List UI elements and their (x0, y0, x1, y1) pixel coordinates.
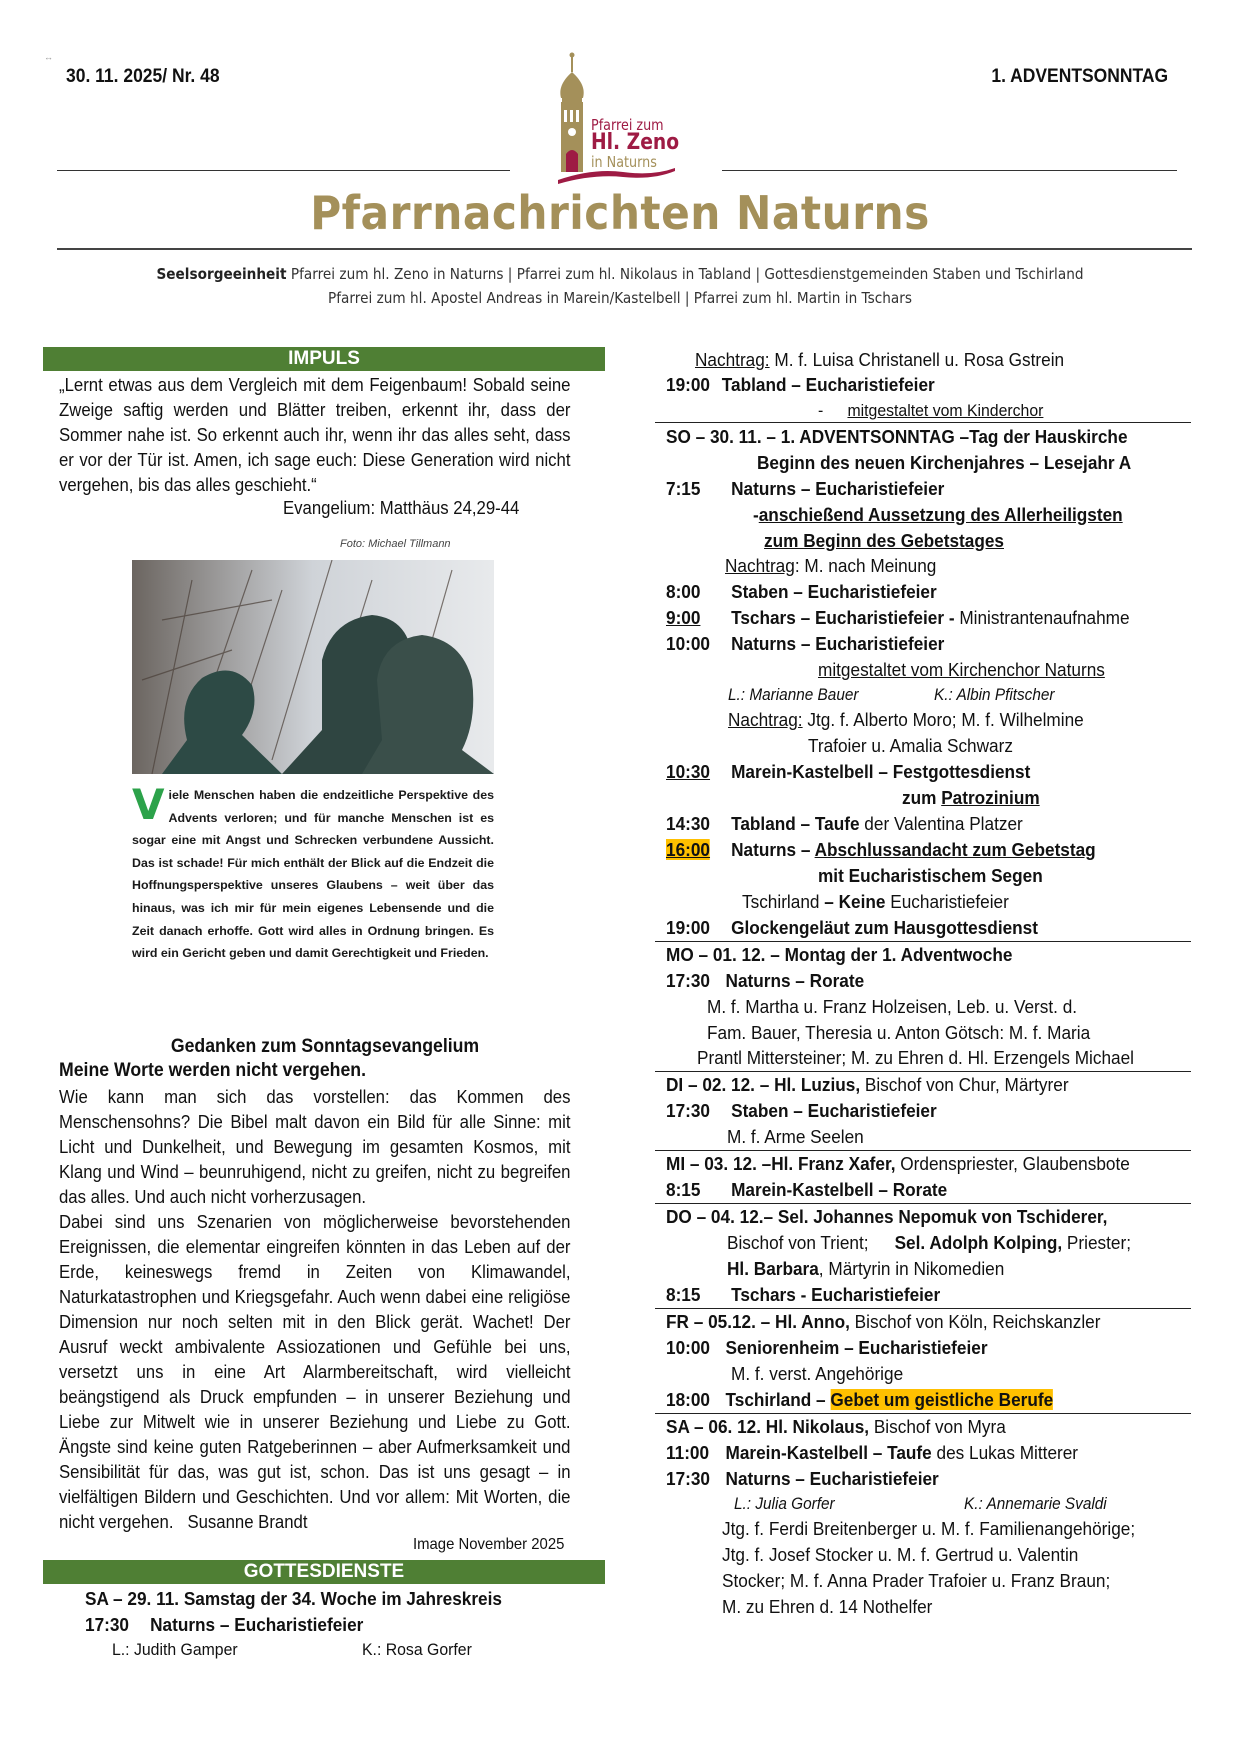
mo0112-note1: M. f. Martha u. Franz Holzeisen, Leb. u. Verst. d. (707, 996, 1078, 1017)
place: Tschirland (742, 891, 820, 912)
service-name: Tabland – Taufe (731, 813, 860, 834)
gedanken-heading: Gedanken zum Sonntagsevangelium (170, 1036, 480, 1057)
service-time: 19:00 (666, 917, 711, 938)
day-desc: Bischof von Chur, Märtyrer (860, 1074, 1069, 1095)
service-time: 17:30 (85, 1614, 130, 1635)
service-name: Marein-Kastelbell – Festgottesdienst (731, 761, 1031, 782)
sa0612-note3: Stocker; M. f. Anna Prader Trafoier u. Franz Braun; (722, 1570, 1111, 1591)
day-desc: Bischof von Köln, Reichskanzler (849, 1311, 1101, 1332)
service-time: 17:30 (666, 1468, 711, 1489)
service-time-wrap (666, 837, 731, 863)
nachtrag-label: Nachtrag: (728, 709, 803, 730)
gottesdienste-heading: GOTTESDIENSTE (43, 1560, 605, 1584)
service-name: Seniorenheim – Eucharistiefeier (725, 1337, 988, 1358)
so3011-800 (666, 579, 937, 605)
service-note: des Lukas Mitterer (931, 1442, 1079, 1463)
gedanken-author: Susanne Brandt (187, 1512, 308, 1532)
mo0112-service (666, 968, 864, 994)
dropcap: V (132, 780, 165, 829)
day-title: FR – 05.12. – Hl. Anno, (666, 1311, 850, 1332)
so3011-1030-patrozinium (902, 785, 1040, 811)
service-name: Staben – Eucharistiefeier (731, 581, 937, 602)
di0212-day (666, 1072, 1069, 1098)
mo0112-note3: Prantl Mittersteiner; M. zu Ehren d. Hl. Erzengels Michael (697, 1047, 1134, 1068)
service-time: 7:15 (666, 478, 701, 499)
do0412-day: DO – 04. 12.– Sel. Johannes Nepomuk von Tschiderer, (666, 1206, 1108, 1227)
service-time: 8:15 (666, 1284, 701, 1305)
service-name: Marein-Kastelbell – Rorate (731, 1179, 948, 1200)
sa0612-day (666, 1414, 1006, 1440)
parish-logo (553, 50, 683, 188)
subtitle-bold: Seelsorgeeinheit (156, 265, 287, 283)
article-text: iele Menschen haben die endzeitliche Perspektive des Advents verloren; und für manche Menschen ist es sogar eine mit Angst und Schrecken verbundene Aussicht. Das ist schade! Für mich enthält der Blick auf die Endzeit die Hoffnungsperspektive unseres Glaubens – weit über das hinaus, was ich mir für mein eigenes Lebensende und die Zeit danach erhoffe. Gott wird alles in Ordnung bringen. Es wird ein Gericht geben und damit Gerechtigkeit und Frieden. (132, 788, 494, 961)
nachtrag-text: Jtg. f. Alberto Moro; M. f. Wilhelmine (802, 709, 1084, 730)
so3011-1000-nachtrag (728, 707, 1084, 733)
service-pre: Naturns – (731, 839, 815, 860)
note-dash: - (818, 401, 824, 420)
fr0512-note: M. f. verst. Angehörige (731, 1363, 904, 1384)
photo-credit: Foto: Michael Tillmann (340, 538, 451, 550)
patrozinium: Patrozinium (941, 787, 1040, 808)
so3011-1600 (666, 837, 1096, 863)
fr0512-service2 (666, 1387, 1053, 1413)
patrozinium-pre: zum (902, 787, 942, 808)
service-time: 11:00 (666, 1442, 710, 1463)
so3011-1000-nachtrag2: Trafoier u. Amalia Schwarz (808, 735, 1013, 756)
header-rule-left (57, 170, 510, 171)
sa0612-note2: Jtg. f. Josef Stocker u. M. f. Gertrud u. Valentin (722, 1544, 1079, 1565)
mo0112-note2: Fam. Bauer, Theresia u. Anton Götsch: M. f. Maria (707, 1022, 1091, 1043)
service-time: 17:30 (666, 970, 711, 991)
gedanken-para2 (59, 1210, 571, 1535)
mi0312-service (666, 1177, 947, 1203)
service-time: 8:15 (666, 1179, 701, 1200)
fr0512-service (666, 1335, 988, 1361)
service-name: Naturns – Rorate (725, 970, 865, 991)
keine: – Keine (819, 891, 886, 912)
service-note: Ministrantenaufnahme (954, 607, 1130, 628)
saint-desc: Priester; (1062, 1232, 1131, 1253)
service-time: 16:00 (666, 839, 711, 860)
so3011-900 (666, 605, 1130, 631)
sa0612-cantor: K.: Annemarie Svaldi (964, 1495, 1107, 1513)
day-divider (655, 422, 1191, 423)
di0212-service (666, 1098, 937, 1124)
subtitle-line2: Pfarrei zum hl. Apostel Andreas in Marein/Kastelbell | Pfarrei zum hl. Martin in Tschars (328, 289, 912, 307)
saint-name: Sel. Adolph Kolping, (894, 1232, 1063, 1253)
note-text: anschießend Aussetzung des Allerheiligsten (758, 504, 1123, 525)
mi0312-day (666, 1151, 1130, 1177)
service-name: Glockengeläut zum Hausgottesdienst (731, 917, 1038, 938)
so3011-1000-choir: mitgestaltet vom Kirchenchor Naturns (818, 659, 1105, 680)
masthead-rule (57, 248, 1192, 250)
service-name: Tabland – Eucharistiefeier (721, 374, 935, 395)
service-time: 10:00 (666, 633, 711, 654)
service-name: Tschars – Eucharistiefeier - (731, 607, 955, 628)
day-title: DI – 02. 12. – Hl. Luzius, (666, 1074, 861, 1095)
day-title: SA – 06. 12. Hl. Nikolaus, (666, 1416, 870, 1437)
saint-desc: , Märtyrin in Nikomedien (818, 1258, 1005, 1279)
day-desc: Ordenspriester, Glaubensbote (895, 1153, 1130, 1174)
sa0612-note4: M. zu Ehren d. 14 Nothelfer (722, 1596, 933, 1617)
sa2911-cantor: K.: Rosa Gorfer (362, 1640, 472, 1659)
sculpture-photo (132, 560, 494, 774)
fr0512-day (666, 1309, 1100, 1335)
service-name: Tschars - Eucharistiefeier (731, 1284, 941, 1305)
so3011-1900 (666, 915, 1038, 941)
impuls-heading: IMPULS (43, 347, 605, 371)
service-name: Naturns – Eucharistiefeier (731, 633, 945, 654)
service-name: Naturns – Eucharistiefeier (725, 1468, 939, 1489)
sa2911-note (818, 398, 1043, 424)
service-pre: Tschirland – (725, 1389, 831, 1410)
so3011-cantor: K.: Albin Pfitscher (934, 686, 1055, 704)
so3011-day2: Beginn des neuen Kirchenjahres – Lesejahr A (757, 452, 1132, 473)
saint-name: Hl. Barbara (727, 1258, 819, 1279)
so3011-tschirland (742, 889, 1009, 915)
service-name: Naturns – Eucharistiefeier (731, 478, 945, 499)
sa2911-service2 (666, 372, 935, 398)
do0412-service (666, 1282, 940, 1308)
so3011-day: SO – 30. 11. – 1. ADVENTSONNTAG –Tag der Hauskirche (666, 426, 1128, 447)
gedanken-source: Image November 2025 (413, 1536, 565, 1553)
sa0612-note1: Jtg. f. Ferdi Breitenberger u. M. f. Familienangehörige; (722, 1518, 1136, 1539)
sa0612-service (666, 1440, 1078, 1466)
newsletter-title: Pfarrnachrichten Naturns (310, 186, 930, 240)
service-name: Staben – Eucharistiefeier (731, 1100, 937, 1121)
saint-desc: Bischof von Trient; (727, 1232, 869, 1253)
impuls-article (132, 780, 494, 965)
service-time: 9:00 (666, 607, 701, 628)
day-title: MI – 03. 12. –Hl. Franz Xafer, (666, 1153, 896, 1174)
nachtrag-label: Nachtrag: (695, 349, 770, 370)
sa0612-lector: L.: Julia Gorfer (734, 1495, 835, 1513)
service-name: Naturns – Eucharistiefeier (150, 1614, 364, 1635)
liturgical-day: 1. ADVENTSONNTAG (991, 66, 1168, 87)
mo0112-day: MO – 01. 12. – Montag der 1. Adventwoche (666, 944, 1013, 965)
subtitle-parishes1: Pfarrei zum hl. Zeno in Naturns | Pfarrei zum hl. Nikolaus in Tabland | Gottesdienstgemeinden Staben und Tschirland (290, 265, 1084, 283)
service-note: der Valentina Platzer (859, 813, 1023, 834)
so3011-1600-note: mit Eucharistischem Segen (818, 865, 1043, 886)
service-time: 14:30 (666, 813, 711, 834)
subtitle-line1 (74, 262, 1165, 286)
note-text: mitgestaltet vom Kinderchor (847, 401, 1044, 420)
logo-line2: Hl. Zeno (591, 130, 680, 155)
service-time: 10:30 (666, 761, 711, 782)
so3011-715 (666, 476, 944, 502)
gedanken-subheading: Meine Worte werden nicht vergehen. (59, 1060, 367, 1081)
logo-line1: Pfarrei zum (591, 116, 664, 134)
so3011-715-nachtrag (725, 553, 936, 579)
so3011-lector: L.: Marianne Bauer (728, 686, 859, 704)
impuls-source: Evangelium: Matthäus 24,29-44 (283, 498, 520, 518)
service-time: 10:00 (666, 1337, 711, 1358)
sa2911-day: SA – 29. 11. Samstag der 34. Woche im Jahreskreis (85, 1588, 502, 1609)
photo-image-icon (132, 560, 494, 774)
di0212-note: M. f. Arme Seelen (727, 1126, 864, 1147)
so3011-1030 (666, 759, 1030, 785)
service-name: Eucharistiefeier (885, 891, 1009, 912)
header-rule-right (722, 170, 1177, 171)
so3011-715-note2: zum Beginn des Gebetstages (764, 530, 1004, 551)
nachtrag-text: M. f. Luisa Christanell u. Rosa Gstrein (769, 349, 1065, 370)
so3011-1430 (666, 811, 1023, 837)
nachtrag-text: : M. nach Meinung (794, 555, 937, 576)
service-name: Abschlussandacht zum Gebetstag (814, 839, 1096, 860)
service-name: Marein-Kastelbell – Taufe (725, 1442, 932, 1463)
issue-number: 30. 11. 2025/ Nr. 48 (66, 66, 220, 87)
gedanken-para2-text: Dabei sind uns Szenarien von möglicherweise bevorstehenden Ereignissen, die elementar eingreifen könnten in das Leben auf der Erde, keineswegs fremd in Zeiten von Klimawandel, Naturkatastrophen und Kriegsgefahr. Auch wenn dabei eine religiöse Dimension nur noch selten mit in den Blick gerät. Wachet! Der Ausruf weckt ambivalente Assiozationen und Gefühle bei uns, versetzt uns in eine Art Alarmbereitschaft, wird vielleicht beängstigend als Druck empfunden – in unserer Beziehung und Liebe zur Mitwelt wie in unserer Beziehung und Liebe zu Gott. Ängste sind keine guten Ratgeberinnen – aber Aufmerksamkeit und Sensibilität für das, was gut ist, schon. Das ist uns gesagt – in vielfältigen Bildern und Geschichten. Und vor allem: Mit Worten, die nicht vergehen. (59, 1212, 571, 1532)
do0412-line3 (727, 1256, 1004, 1282)
sa2911-service (85, 1612, 363, 1638)
service-time: 19:00 (666, 374, 711, 395)
service-name: Gebet um geistliche Berufe (830, 1389, 1054, 1410)
day-desc: Bischof von Myra (869, 1416, 1006, 1437)
nachtrag-label: Nachtrag (725, 555, 795, 576)
logo-line3: in Naturns (591, 153, 657, 171)
corner-mark: ↔ (44, 52, 53, 62)
service-time: 8:00 (666, 581, 701, 602)
sa2911-nachtrag (695, 347, 1064, 373)
so3011-1000 (666, 631, 944, 657)
do0412-line2 (727, 1230, 1131, 1256)
sa2911-lector: L.: Judith Gamper (112, 1640, 238, 1659)
sa0612-service2 (666, 1466, 939, 1492)
gedanken-para1: Wie kann man sich das vorstellen: das Kommen des Menschensohns? Die Bibel malt davon ein Bild für alle Sinne: mit Licht und Dunkelheit, und Bewegung im gesamten Kosmos, mit Klang und Wind – beunruhigend, nicht zu greifen, nicht zu begreifen das alles. Und auch nicht vorherzusagen. (59, 1087, 571, 1207)
impuls-quote: „Lernt etwas aus dem Vergleich mit dem Feigenbaum! Sobald seine Zweige saftig werden und Blätter treiben, erkennt ihr, dass der Sommer nahe ist. So erkennt auch ihr, wenn ihr das alles seht, dass er vor der Tür ist. Amen, ich sage euch: Diese Generation wird nicht vergehen, bis das alles geschieht.“ (59, 375, 571, 495)
service-time: 17:30 (666, 1100, 711, 1121)
service-time: 18:00 (666, 1389, 711, 1410)
note-dash: - (753, 504, 759, 525)
so3011-715-note1 (753, 502, 1123, 528)
